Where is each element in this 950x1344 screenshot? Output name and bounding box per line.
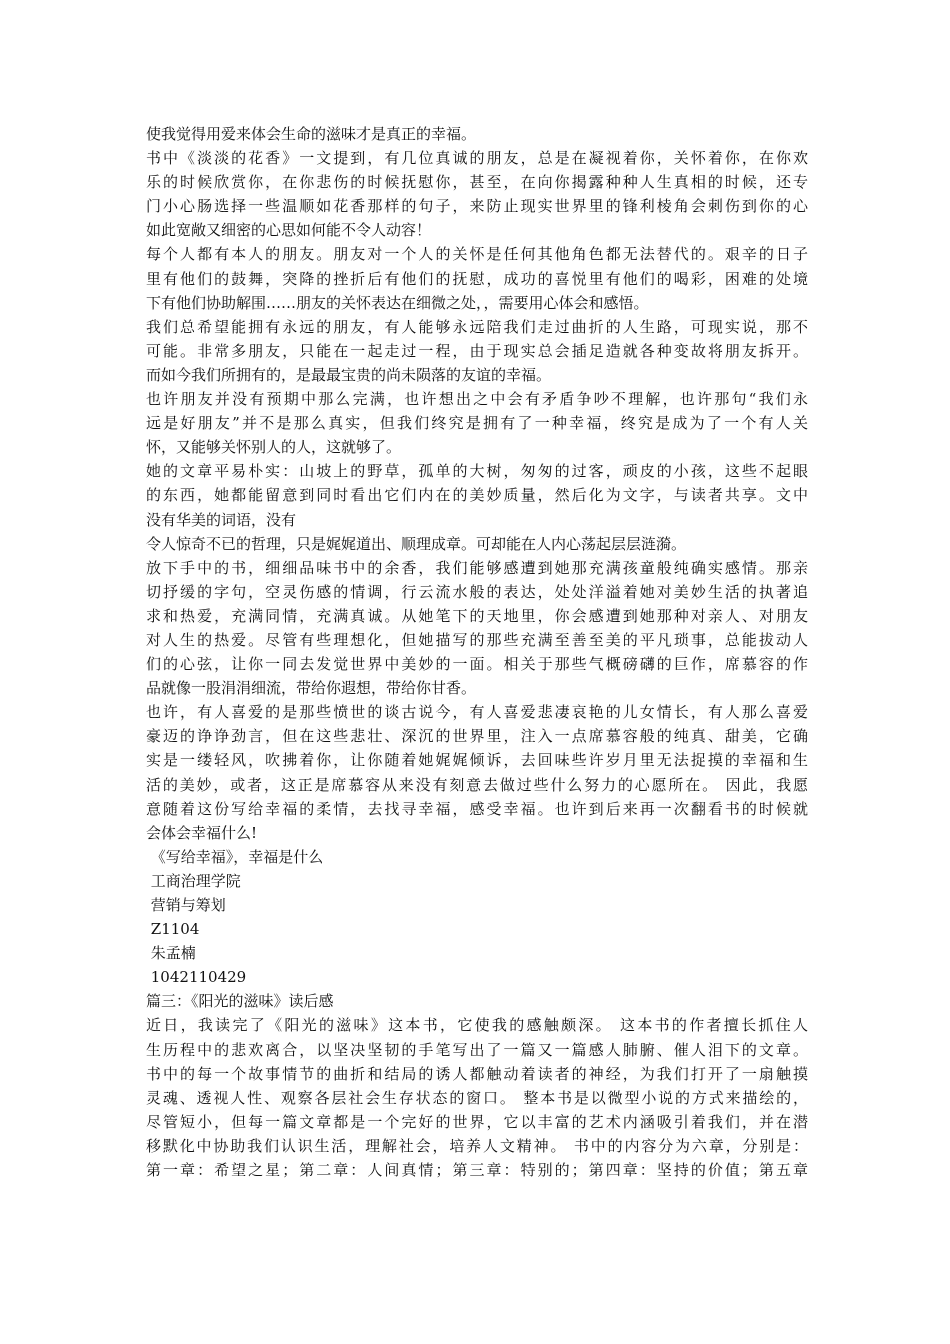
text-line: Z1104 [146, 920, 200, 939]
text-line: 求和热爱，充满同情，充满真诚。从她笔下的天地里，你会感遭到她那种对亲人、对朋友 [146, 606, 808, 625]
text-line: 篇三：《阳光的滋味》读后感 [146, 992, 334, 1011]
text-line: 每个人都有本人的朋友。朋友对一个人的关怀是任何其他角色都无法替代的。艰辛的日子 [146, 245, 808, 264]
text-line: 没有华美的词语，没有 [146, 510, 297, 529]
text-line: 如此宽敞又细密的心思如何能不令人动容！ [146, 221, 432, 240]
text-line: 《写给幸福》，幸福是什么 [146, 847, 324, 866]
text-line: 生历程中的悲欢离合，以坚决坚韧的手笔写出了一篇又一篇感人肺腑、催人泪下的文章。 [146, 1040, 808, 1059]
text-line: 我们总希望能拥有永远的朋友，有人能够永远陪我们走过曲折的人生路，可现实说，那不 [146, 317, 808, 336]
text-line: 活的美妙，或者，这正是席慕容从来没有刻意去做过些什么努力的心愿所在。 因此，我愿 [146, 775, 808, 794]
text-line: 营销与筹划 [146, 896, 226, 914]
text-line: 乐的时候欣赏你，在你悲伤的时候抚慰你，甚至，在向你揭露种种人生真相的时候，还专 [146, 173, 808, 192]
text-line: 的东西，她都能留意到同时看出它们内在的美妙质量，然后化为文字，与读者共享。文中 [146, 486, 808, 505]
text-line: 移默化中协助我们认识生活，理解社会，培养人文精神。 书中的内容分为六章，分别是： [146, 1136, 808, 1155]
text-line: 也许朋友并没有预期中那么完满，也许想出之中会有矛盾争吵不理解，也许那句“我们永 [146, 390, 808, 409]
text-line: 远是好朋友”并不是那么真实，但我们终究是拥有了一种幸福，终究是成为了一个有人关 [146, 414, 808, 433]
text-line: 下有他们协助解围……朋友的关怀表达在细微之处，，需要用心体会和感悟。 [146, 293, 649, 312]
text-line: 工商治理学院 [146, 871, 241, 890]
document-page [146, 122, 808, 1182]
text-line: 灵魂、透视人性、观察各层社会生存状态的窗口。 整本书是以微型小说的方式来描绘的， [146, 1088, 808, 1107]
text-line: 豪迈的诤诤劲言，但在这些悲壮、深沉的世界里，注入一点席慕容般的纯真、甜美，它确 [146, 727, 808, 746]
text-line: 书中的每一个故事情节的曲折和结局的诱人都触动着读者的神经，为我们打开了一扇触摸 [146, 1064, 808, 1083]
text-line: 令人惊奇不已的哲理，只是娓娓道出、顺理成章。可却能在人内心荡起层层涟漪。 [146, 534, 687, 553]
text-line: 们的心弦，让你一同去发觉世界中美妙的一面。相关于那些气概磅礴的巨作，席慕容的作 [146, 655, 808, 674]
text-line: 放下手中的书，细细品味书中的余香，我们能够感遭到她那充满孩童般纯确实感情。那亲 [146, 558, 808, 577]
text-line: 第一章：希望之星；第二章：人间真情；第三章：特别的；第四章：坚持的价值；第五章 [146, 1161, 808, 1180]
text-line: 切抒缓的字句，空灵伤感的情调，行云流水般的表达，处处洋溢着她对美妙生活的执著追 [146, 582, 808, 601]
text-line: 品就像一股涓涓细流，带给你遐想，带给你甘香。 [146, 679, 477, 698]
text-line: 而如今我们所拥有的，是最最宝贵的尚未陨落的友谊的幸福。 [146, 365, 552, 384]
text-line: 可能。非常多朋友，只能在一起走过一程，由于现实总会插足造就各种变故将朋友拆开。 [146, 341, 808, 360]
text-line: 意随着这份写给幸福的柔情，去找寻幸福，感受幸福。也许到后来再一次翻看书的时候就 [146, 799, 808, 818]
text-line: 近日，我读完了《阳光的滋味》这本书，它使我的感触颇深。 这本书的作者擅长抓住人 [146, 1016, 808, 1035]
text-line: 1042110429 [146, 968, 247, 987]
text-line: 里有他们的鼓舞，突降的挫折后有他们的抚慰，成功的喜悦里有他们的喝彩，困难的处境 [146, 269, 808, 288]
text-line: 怀，又能够关怀别人的人，这就够了。 [146, 438, 402, 457]
text-line: 使我觉得用爱来体会生命的滋味才是真正的幸福。 [146, 125, 477, 143]
text-line: 她的文章平易朴实：山坡上的野草，孤单的大树，匆匆的过客，顽皮的小孩，这些不起眼 [146, 462, 808, 481]
text-line: 会体会幸福什么! [146, 823, 258, 842]
text-line: 对人生的热爱。尽管有些理想化，但她描写的那些充满至善至美的平凡琐事，总能拔动人 [146, 630, 808, 649]
text-line: 也许，有人喜爱的是那些愤世的谈古说今，有人喜爱悲凄哀艳的儿女情长，有人那么喜爱 [146, 703, 808, 722]
text-line: 门小心肠选择一些温顺如花香那样的句子，来防止现实世界里的锋利棱角会刺伤到你的心 [146, 197, 808, 216]
text-line: 书中《淡淡的花香》一文提到，有几位真诚的朋友，总是在凝视着你，关怀着你，在你欢 [146, 149, 808, 168]
text-line: 尽管短小，但每一篇文章都是一个完好的世界，它以丰富的艺术内涵吸引着我们，并在潜 [146, 1112, 808, 1131]
text-line: 实是一缕轻风，吹拂着你，让你随着她娓娓倾诉，去回味些许岁月里无法捉摸的幸福和生 [146, 751, 808, 770]
text-line: 朱孟楠 [146, 944, 196, 963]
